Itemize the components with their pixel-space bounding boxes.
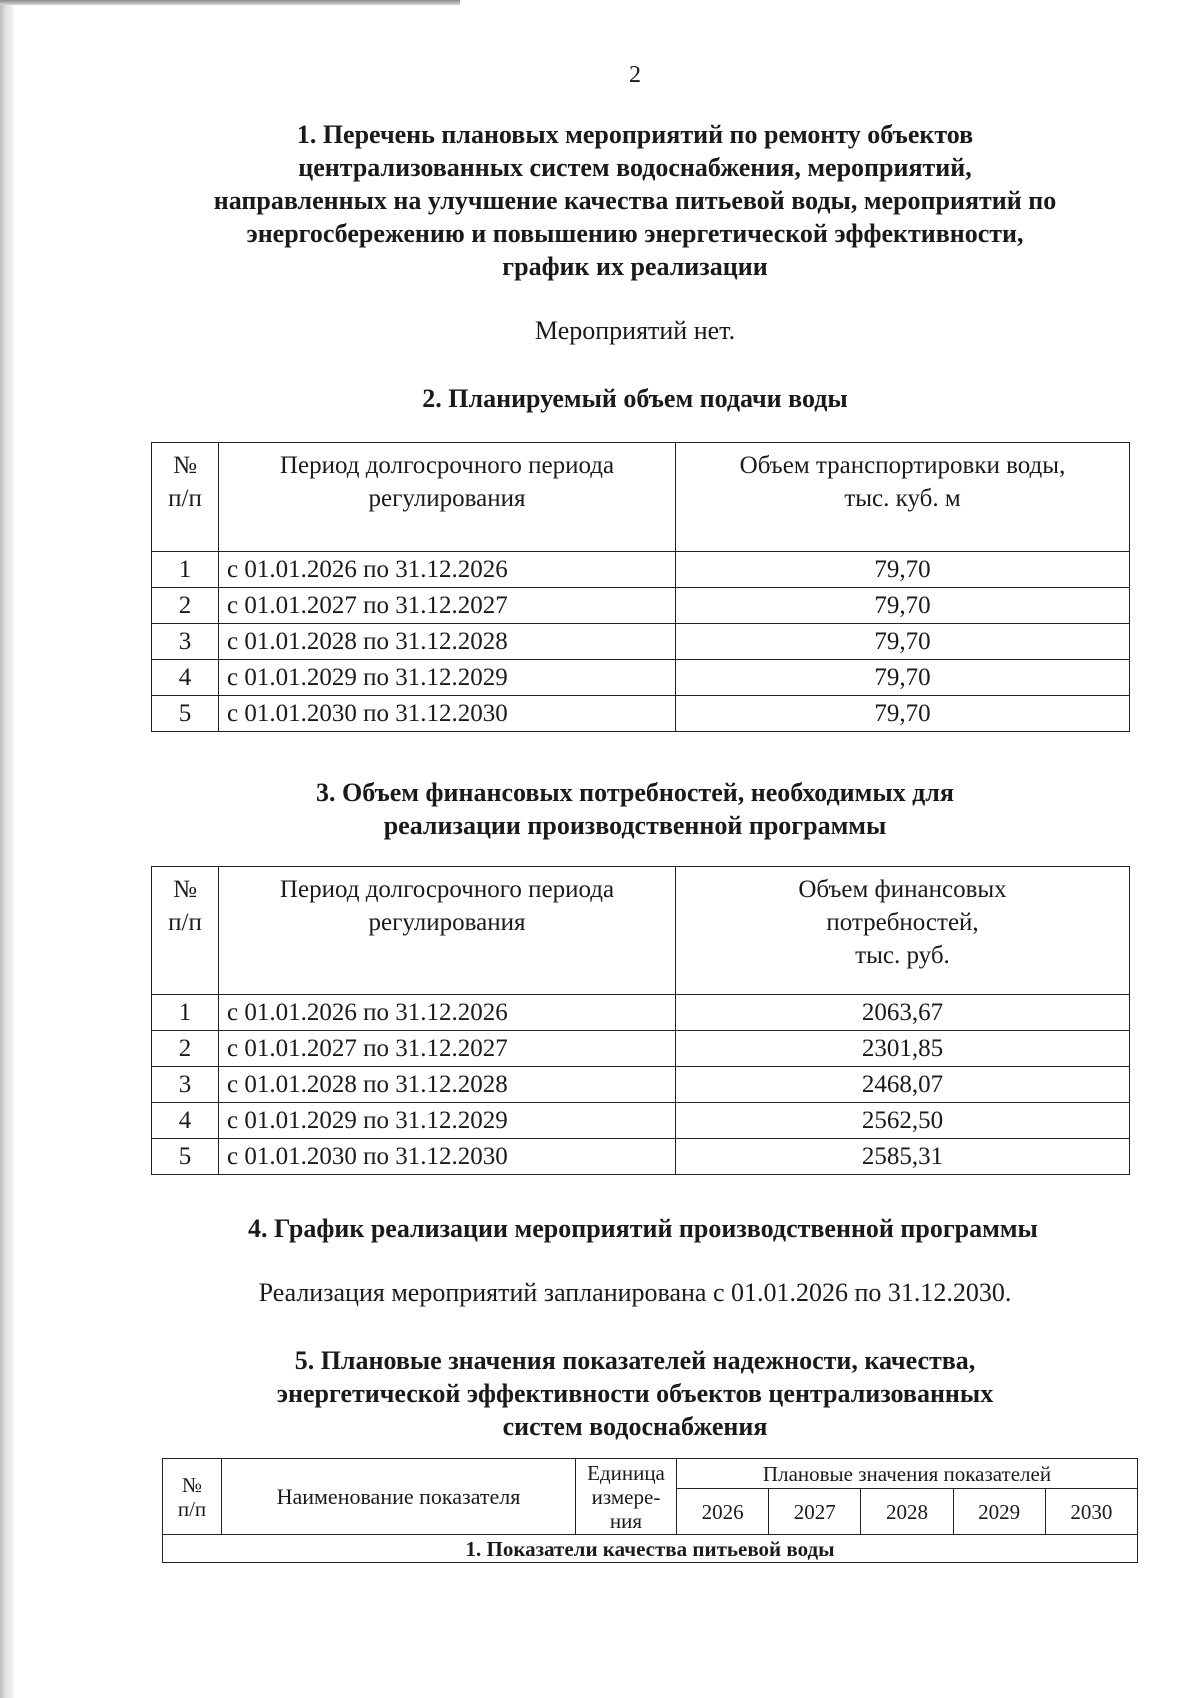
header-planned-values: Плановые значения показателей [677,1459,1138,1489]
section5-title-line: 5. Плановые значения показателей надежности, качества, [294,1346,976,1375]
section3-title [0,776,1200,842]
row-value: 79,70 [676,552,1130,588]
section1-title-line: централизованных систем водоснабжения, мероприятий, [298,153,972,182]
row-period: с 01.01.2026 по 31.12.2026 [219,995,676,1031]
row-num: 1 [152,552,219,588]
section5-title-line: энергетической эффективности объектов централизованных [276,1379,994,1408]
section4-text: Реализация мероприятий запланирована с 01.01.2026 по 31.12.2030. [258,1278,1012,1307]
header-num: № п/п [152,443,219,552]
row-num: 4 [152,660,219,696]
row-num: 3 [152,1067,219,1103]
header-period: Период долгосрочного периода регулирования [219,443,676,552]
table-row [152,1067,1130,1103]
row-period: с 01.01.2029 по 31.12.2029 [219,1103,676,1139]
header-finance: Объем финансовых потребностей, тыс. руб. [676,867,1130,995]
row-value: 79,70 [676,624,1130,660]
section3-title-line: реализации производственной программы [383,811,887,840]
row-value: 79,70 [676,660,1130,696]
table-row [152,588,1130,624]
indicators-table [162,1458,1138,1563]
row-period: с 01.01.2026 по 31.12.2026 [219,552,676,588]
header-unit: Единица измере- ния [576,1459,677,1535]
section4-title: 4. График реализации мероприятий производственной программы [248,1214,1038,1243]
section2-title: 2. Планируемый объем подачи воды [422,384,848,413]
header-period: Период долгосрочного периода регулирования [219,867,676,995]
row-num: 2 [152,588,219,624]
page-number: 2 [629,62,641,88]
row-value: 2468,07 [676,1067,1130,1103]
section1-title-line: 1. Перечень плановых мероприятий по ремонту объектов [296,120,974,149]
row-num: 2 [152,1031,219,1067]
header-volume: Объем транспортировки воды, тыс. куб. м [676,443,1130,552]
header-year: 2029 [953,1489,1045,1535]
header-year: 2030 [1045,1489,1137,1535]
row-value: 2585,31 [676,1139,1130,1175]
row-value: 2301,85 [676,1031,1130,1067]
table-row [152,660,1130,696]
table-header-row [152,443,1130,552]
row-period: с 01.01.2030 по 31.12.2030 [219,696,676,732]
row-period: с 01.01.2028 по 31.12.2028 [219,1067,676,1103]
row-value: 79,70 [676,696,1130,732]
table-header-row [152,867,1130,995]
table-row [152,552,1130,588]
section3-title-line: 3. Объем финансовых потребностей, необходимых для [316,778,954,807]
section1-title-line: энергосбережению и повышению энергетической эффективности, [246,219,1024,248]
row-period: с 01.01.2029 по 31.12.2029 [219,660,676,696]
table-row [152,624,1130,660]
section5-title-line: систем водоснабжения [502,1412,768,1441]
row-period: с 01.01.2027 по 31.12.2027 [219,1031,676,1067]
row-num: 3 [152,624,219,660]
section1-title-line: график их реализации [502,252,768,281]
header-year: 2028 [861,1489,953,1535]
table-row [152,1139,1130,1175]
header-num: № п/п [163,1459,222,1535]
section1-text: Мероприятий нет. [534,316,736,345]
row-num: 4 [152,1103,219,1139]
section5-title [0,1344,1200,1443]
scan-top-shadow [0,0,460,5]
header-year: 2026 [677,1489,769,1535]
row-period: с 01.01.2030 по 31.12.2030 [219,1139,676,1175]
table-row [152,995,1130,1031]
table-header-row [163,1459,1138,1489]
row-num: 1 [152,995,219,1031]
row-value: 2063,67 [676,995,1130,1031]
header-indicator-name: Наименование показателя [222,1459,576,1535]
table-group-row [163,1535,1138,1563]
row-value: 2562,50 [676,1103,1130,1139]
water-volume-table [151,442,1130,732]
row-period: с 01.01.2028 по 31.12.2028 [219,624,676,660]
header-year: 2027 [769,1489,861,1535]
row-num: 5 [152,696,219,732]
table-row [152,696,1130,732]
row-value: 79,70 [676,588,1130,624]
table-row [152,1031,1130,1067]
group-row-quality: 1. Показатели качества питьевой воды [163,1535,1138,1563]
row-period: с 01.01.2027 по 31.12.2027 [219,588,676,624]
section1-title-line: направленных на улучшение качества питьевой воды, мероприятий по [213,186,1057,215]
financial-needs-table [151,866,1130,1175]
table-row [152,1103,1130,1139]
section1-title [0,118,1200,283]
row-num: 5 [152,1139,219,1175]
header-num: № п/п [152,867,219,995]
